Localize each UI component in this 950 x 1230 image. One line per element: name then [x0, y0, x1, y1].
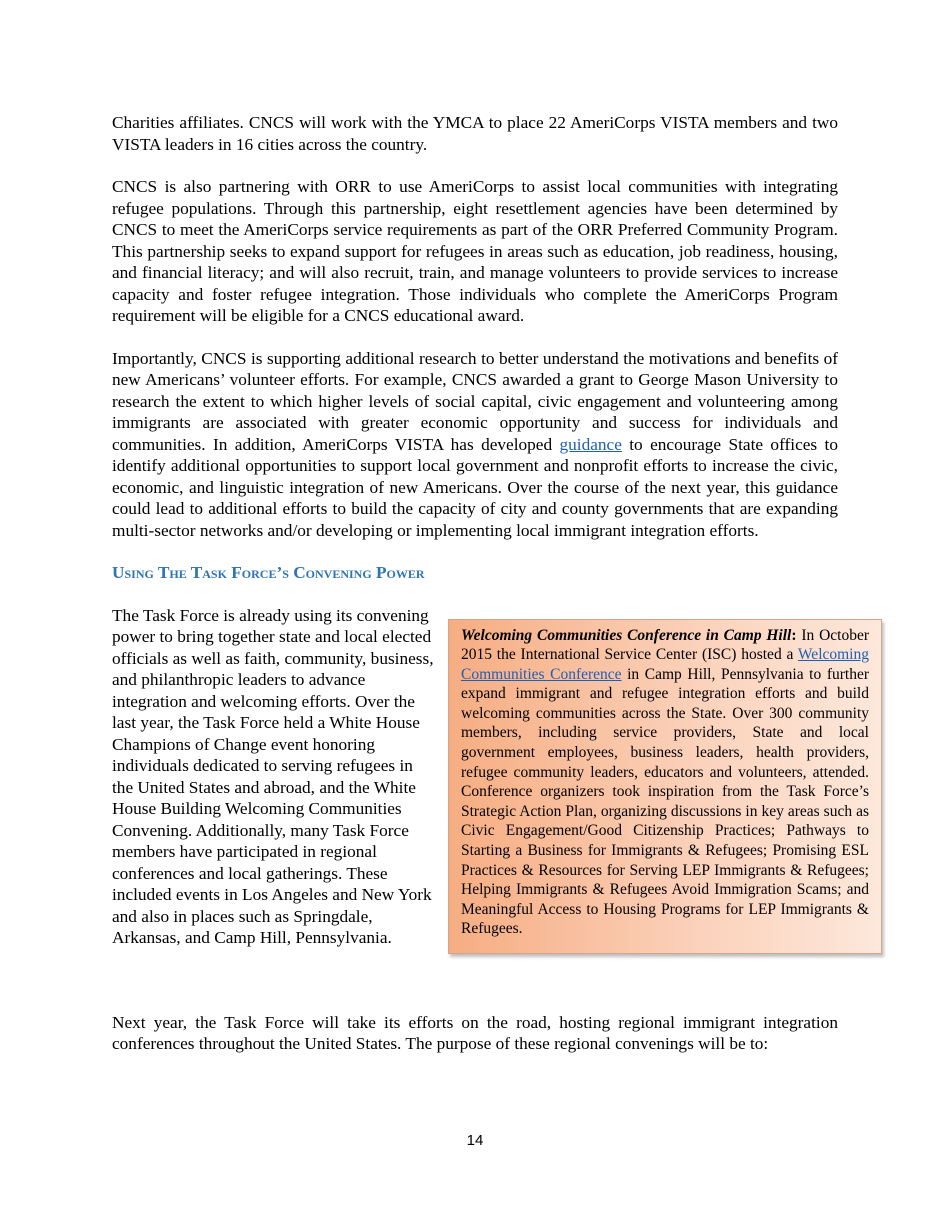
section-heading — [112, 562, 838, 584]
callout-text-after: in Camp Hill, Pennsylvania to further expand immigrant and refugee integration efforts and build welcoming communities across the State. Over 300 community members, including service providers, State and local government employees, business leaders, health providers, refugee community leaders, educators and volunteers, attended. Conference organizers took inspiration from the Task Force’s Strategic Action Plan, organizing discussions in key areas such as Civic Engagement/Good Citizenship Practices; Pathways to Starting a Business for Immigrants & Refugees; Promising ESL Practices & Resources for Serving LEP Immigrants & Refugees; Helping Immigrants & Refugees Avoid Immigration Scams; and Meaningful Access to Housing Programs for LEP Immigrants & Refugees. — [461, 665, 869, 938]
left-column — [112, 605, 434, 949]
paragraph-regional-conferences — [112, 1012, 838, 1055]
guidance-link[interactable]: guidance — [559, 434, 622, 454]
page-number: 14 — [466, 1132, 484, 1149]
paragraph-charities-text: Charities affiliates. CNCS will work with the YMCA to place 22 AmeriCorps VISTA members and two VISTA leaders in 16 cities across the country. — [112, 113, 838, 154]
section-heading-text: Using The Task Force’s Convening Power — [112, 563, 425, 582]
paragraph-orr-text: CNCS is also partnering with ORR to use AmeriCorps to assist local communities with integrating refugee populations. Through this partnership, eight resettlement agencies have been determined by CNCS to meet the AmeriCorps service requirements as part of the ORR Preferred Community Program. This partnership seeks to expand support for refugees in areas such as education, job readiness, housing, and financial literacy; and will also recruit, train, and manage volunteers to provide services to increase capacity and foster refugee integration. Those individuals who complete the AmeriCorps Program requirement will be eligible for a CNCS educational award. — [112, 177, 838, 325]
paragraph-orr-partnership — [112, 176, 838, 327]
page-body — [112, 112, 869, 1055]
paragraph-charities — [112, 112, 838, 155]
paragraph-research — [112, 348, 838, 542]
callout-title: Welcoming Communities Conference in Camp Hill — [461, 626, 792, 644]
paragraph-research-text-before: Importantly, CNCS is supporting additional research to better understand the motivations and benefits of new Americans’ volunteer efforts. For example, CNCS awarded a grant to George Mason University to research the extent to which higher levels of social capital, civic engagement and volunteering among immigrants are associated with greater economic opportunity and success for individuals and communities. In addition, AmeriCorps VISTA has developed — [112, 348, 838, 454]
welcoming-conference-link[interactable]: Welcoming Communities Conference — [461, 646, 869, 683]
callout-paragraph — [461, 626, 869, 940]
paragraph-research-text-after: to encourage State offices to identify additional opportunities to support local government and nonprofit efforts to increase the civic, economic, and linguistic integration of new Americans. Over the course of the next year, this guidance could lead to additional efforts to build the capacity of city and county governments that are expanding multi-sector networks and/or developing or implementing local immigrant integration efforts. — [112, 434, 838, 540]
callout-box — [448, 619, 882, 955]
callout-colon: : — [791, 626, 797, 644]
paragraph-regional-text: Next year, the Task Force will take its efforts on the road, hosting regional immigrant integration conferences throughout the United States. The purpose of these regional convenings will be to: — [112, 1012, 838, 1053]
callout-text-before: In October 2015 the International Service Center (ISC) hosted a — [461, 626, 869, 664]
two-column-section — [112, 605, 869, 991]
paragraph-convening — [112, 605, 434, 949]
paragraph-convening-text: The Task Force is already using its convening power to bring together state and local elected officials as well as faith, community, business, and philanthropic leaders to advance integration and welcoming efforts. Over the last year, the Task Force held a White House Champions of Change event honoring individuals dedicated to serving refugees in the United States and abroad, and the White House Building Welcoming Communities Convening. Additionally, many Task Force members have participated in regional conferences and local gatherings. These included events in Los Angeles and New York and also in places such as Springdale, Arkansas, and Camp Hill, Pennsylvania. — [112, 605, 434, 947]
